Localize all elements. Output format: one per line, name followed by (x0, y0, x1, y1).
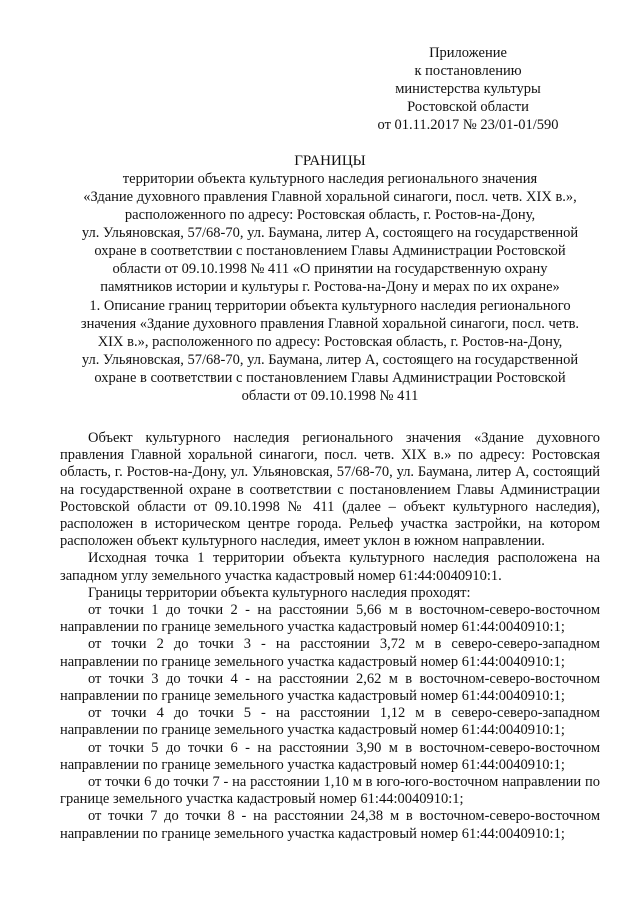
section-heading-line: значения «Здание духовного правления Главной хоральной синагоги, посл. четв. (80, 316, 580, 332)
appendix-line: министерства культуры (395, 81, 541, 97)
appendix-line: от 01.11.2017 № 23/01-01/590 (377, 117, 559, 133)
boundary-segment: от точки 5 до точки 6 - на расстоянии 3,90 м в восточном-северо-восточном направлении по границе земельного участка кадастровый номер 61:44:0040910:1; (60, 739, 600, 773)
section-heading-line: области от 09.10.1998 № 411 (241, 388, 419, 404)
subtitle-line: области от 09.10.1998 № 411 «О принятии на государственную охрану (112, 261, 548, 277)
subtitle-line: памятников истории и культуры г. Ростова-на-Дону и мерах по их охране» (100, 279, 560, 295)
subtitle-line: территории объекта культурного наследия регионального значения (122, 171, 538, 187)
document-title: ГРАНИЦЫ (294, 153, 366, 169)
body-paragraph: Границы территории объекта культурного наследия проходят: (88, 584, 471, 601)
document-body (60, 430, 600, 843)
boundary-segment: от точки 2 до точки 3 - на расстоянии 3,72 м в северо-северо-западном направлении по границе земельного участка кадастровый номер 61:44:0040910:1; (60, 636, 600, 670)
section-heading-line: ул. Ульяновская, 57/68-70, ул. Баумана, литер А, состоящего на государственной (81, 352, 579, 368)
section-heading-line: охране в соответствии с постановлением Главы Администрации Ростовской (94, 370, 566, 386)
boundary-segment: от точки 4 до точки 5 - на расстоянии 1,12 м в северо-северо-западном направлении по границе земельного участка кадастровый номер 61:44:0040910:1; (60, 705, 600, 739)
appendix-header (348, 44, 588, 134)
boundary-segment: от точки 7 до точки 8 - на расстоянии 24,38 м в восточном-северо-восточном направлении по границе земельного участка кадастровый номер 61:44:0040910:1; (60, 808, 600, 842)
subtitle-line: расположенного по адресу: Ростовская область, г. Ростов-на-Дону, (124, 207, 536, 223)
section-heading-line: XIX в.», расположенного по адресу: Ростовская область, г. Ростов-на-Дону, (97, 334, 563, 350)
subtitle-line: «Здание духовного правления Главной хоральной синагоги, посл. четв. XIX в.», (83, 189, 577, 205)
document-subtitle (60, 170, 600, 296)
body-paragraph: Объект культурного наследия регионального значения «Здание духовного правления Главной хоральной синагоги, посл. четв. XIX в.» по адресу: Ростовская область, г. Ростов-на-Дону, ул. Ульяновская, 57/68-70, ул. Баумана, литер А, состоящий на государственной охране в соответствии с постановлением Главы Администрации Ростовской области от 09.10.1998 № 411 (далее – объект культурного наследия), расположен в историческом центре города. Рельеф участка застройки, на котором расположен объект культурного наследия, имеет уклон в южном направлении. (60, 430, 600, 550)
boundary-segment: от точки 1 до точки 2 - на расстоянии 5,66 м в восточном-северо-восточном направлении по границе земельного участка кадастровый номер 61:44:0040910:1; (60, 602, 600, 636)
boundary-segment: от точки 3 до точки 4 - на расстоянии 2,62 м в восточном-северо-восточном направлении по границе земельного участка кадастровый номер 61:44:0040910:1; (60, 670, 600, 705)
subtitle-line: ул. Ульяновская, 57/68-70, ул. Баумана, литер А, состоящего на государственной (81, 225, 579, 241)
appendix-line: Ростовской области (407, 99, 529, 115)
subtitle-line: охране в соответствии с постановлением Главы Администрации Ростовской (94, 243, 566, 259)
boundary-segment: от точки 6 до точки 7 - на расстоянии 1,10 м в юго-юго-восточном направлении по границе земельного участка кадастровый номер 61:44:0040910:1; (60, 774, 600, 808)
section-heading-line: 1. Описание границ территории объекта культурного наследия регионального (89, 298, 571, 314)
body-paragraph: Исходная точка 1 территории объекта культурного наследия расположена на западном углу земельного участка кадастровый номер 61:44:0040910:1. (60, 550, 600, 584)
section-1-heading (60, 297, 600, 405)
appendix-line: к постановлению (414, 63, 522, 79)
appendix-line: Приложение (429, 45, 507, 61)
